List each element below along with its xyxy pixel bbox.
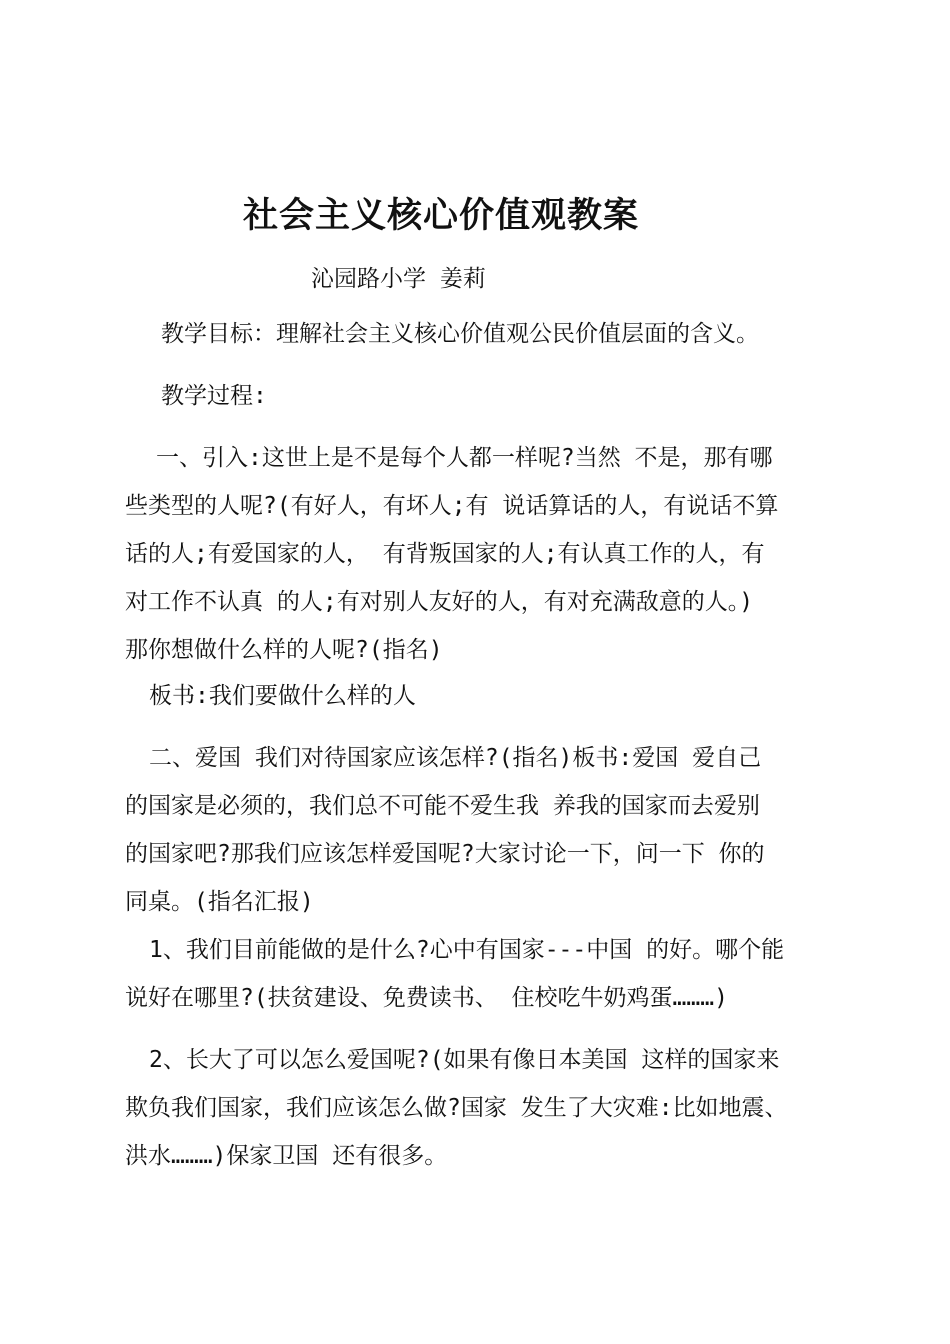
paragraph-line: 的国家是必须的，我们总不可能不爱生我 养我的国家而去爱别 xyxy=(125,793,760,819)
paragraph-line: 些类型的人呢?(有好人，有坏人;有 说话算话的人，有说话不算 xyxy=(125,493,779,519)
process-heading xyxy=(161,372,267,420)
process-heading-line: 教学过程: xyxy=(161,383,267,409)
paragraph-line: 一、引入:这世上是不是每个人都一样呢?当然 不是，那有哪 xyxy=(156,445,773,471)
paragraph-line: 2、长大了可以怎么爱国呢?(如果有像日本美国 这样的国家来 xyxy=(149,1047,780,1073)
section-intro-paragraph xyxy=(125,434,778,674)
board-note xyxy=(149,672,416,720)
objective-line: 教学目标：理解社会主义核心价值观公民价值层面的含义。 xyxy=(161,321,759,347)
paragraph-line: 话的人;有爱国家的人， 有背叛国家的人;有认真工作的人，有 xyxy=(125,541,765,567)
paragraph-line: 的国家吧?那我们应该怎样爱国呢?大家讨论一下，问一下 你的 xyxy=(125,841,765,867)
paragraph-line: 二、爱国 我们对待国家应该怎样?(指名)板书:爱国 爱自己 xyxy=(149,745,762,771)
item-2-paragraph xyxy=(125,1036,788,1180)
author-line: 沁园路小学 姜莉 xyxy=(311,266,486,292)
paragraph-line: 对工作不认真 的人;有对别人友好的人，有对充满敌意的人。) xyxy=(125,589,754,615)
paragraph-line: 那你想做什么样的人呢?(指名) xyxy=(125,637,443,663)
section-patriotism-paragraph xyxy=(125,734,765,926)
paragraph-line: 说好在哪里?(扶贫建设、免费读书、 住校吃牛奶鸡蛋………) xyxy=(125,985,728,1011)
paragraph-line: 同桌。(指名汇报) xyxy=(125,889,314,915)
board-note-line: 板书:我们要做什么样的人 xyxy=(149,683,416,709)
paragraph-line: 欺负我们国家，我们应该怎么做?国家 发生了大灾难:比如地震、 xyxy=(125,1095,788,1121)
paragraph-line: 洪水………)保家卫国 还有很多。 xyxy=(125,1143,448,1169)
objective-paragraph xyxy=(161,310,759,358)
paragraph-line: 1、我们目前能做的是什么?心中有国家---中国 的好。哪个能 xyxy=(149,937,785,963)
item-1-paragraph xyxy=(125,926,784,1022)
document-title: 社会主义核心价值观教案 xyxy=(243,195,640,236)
